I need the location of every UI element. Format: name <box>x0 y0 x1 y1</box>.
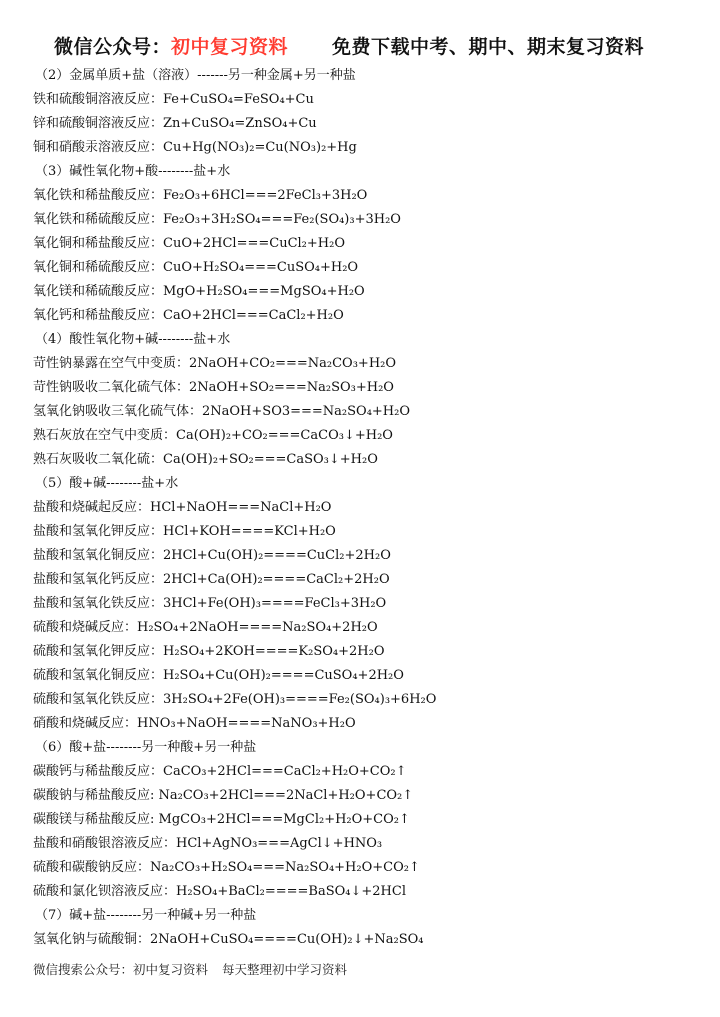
equation-line: 盐酸和氢氧化钙反应：2HCl+Ca(OH)₂====CaCl₂+2H₂O <box>33 572 390 587</box>
equation-line: 铜和硝酸汞溶液反应：Cu+Hg(NO₃)₂=Cu(NO₃)₂+Hg <box>33 140 357 155</box>
equation-line: 碳酸钠与稀盐酸反应: Na₂CO₃+2HCl===2NaCl+H₂O+CO₂↑ <box>33 788 414 803</box>
equation-line: 盐酸和氢氧化钾反应：HCl+KOH====KCl+H₂O <box>33 524 336 539</box>
equation-line: 氧化镁和稀硫酸反应：MgO+H₂SO₄===MgSO₄+H₂O <box>33 284 365 299</box>
equation-line: 盐酸和氢氧化铜反应：2HCl+Cu(OH)₂====CuCl₂+2H₂O <box>33 548 391 563</box>
section-heading: （6）酸+盐--------另一种酸+另一种盐 <box>35 740 257 755</box>
section-heading: （3）碱性氧化物+酸--------盐+水 <box>35 164 231 179</box>
banner-slogan: 免费下载中考、期中、期末复习资料 <box>332 36 645 58</box>
page-footer <box>33 960 347 978</box>
equation-line: 盐酸和烧碱起反应：HCl+NaOH===NaCl+H₂O <box>33 500 332 515</box>
equation-line: 氧化铜和稀硫酸反应：CuO+H₂SO₄===CuSO₄+H₂O <box>33 260 359 275</box>
equation-line: 氢氧化钠吸收三氧化硫气体：2NaOH+SO3===Na₂SO₄+H₂O <box>33 404 411 419</box>
equation-line: 铁和硫酸铜溶液反应：Fe+CuSO₄=FeSO₄+Cu <box>33 92 314 107</box>
section-heading: （5）酸+碱--------盐+水 <box>35 476 179 491</box>
equation-line: 锌和硫酸铜溶液反应：Zn+CuSO₄=ZnSO₄+Cu <box>33 116 317 131</box>
section-heading: （4）酸性氧化物+碱--------盐+水 <box>35 332 231 347</box>
banner-prefix: 微信公众号： <box>54 36 172 58</box>
footer-right-text: 每天整理初中学习资料 <box>222 962 348 977</box>
equation-line: 硫酸和氢氧化铜反应：H₂SO₄+Cu(OH)₂====CuSO₄+2H₂O <box>33 668 404 683</box>
equation-line: 熟石灰放在空气中变质：Ca(OH)₂+CO₂===CaCO₃↓+H₂O <box>33 428 393 443</box>
equation-line: 硫酸和氢氧化钾反应：H₂SO₄+2KOH====K₂SO₄+2H₂O <box>33 644 385 659</box>
section-heading: （2）金属单质+盐（溶液）-------另一种金属+另一种盐 <box>35 68 356 83</box>
equation-line: 硫酸和碳酸钠反应：Na₂CO₃+H₂SO₄===Na₂SO₄+H₂O+CO₂↑ <box>33 860 420 875</box>
banner-account-name: 初中复习资料 <box>171 36 289 58</box>
equation-line: 硫酸和氢氧化铁反应：3H₂SO₄+2Fe(OH)₃====Fe₂(SO₄)₃+6H₂O <box>33 692 437 707</box>
equation-line: 盐酸和氢氧化铁反应：3HCl+Fe(OH)₃====FeCl₃+3H₂O <box>33 596 387 611</box>
header-banner <box>54 32 674 62</box>
equation-line: 氧化铁和稀盐酸反应：Fe₂O₃+6HCl===2FeCl₃+3H₂O <box>33 188 368 203</box>
equation-line: 碳酸镁与稀盐酸反应: MgCO₃+2HCl===MgCl₂+H₂O+CO₂↑ <box>33 812 410 827</box>
equation-line: 硫酸和烧碱反应：H₂SO₄+2NaOH====Na₂SO₄+2H₂O <box>33 620 378 635</box>
equation-line: 氧化钙和稀盐酸反应：CaO+2HCl===CaCl₂+H₂O <box>33 308 344 323</box>
equation-line: 氧化铁和稀硫酸反应：Fe₂O₃+3H₂SO₄===Fe₂(SO₄)₃+3H₂O <box>33 212 401 227</box>
equation-line: 盐酸和硝酸银溶液反应：HCl+AgNO₃===AgCl↓+HNO₃ <box>33 836 383 851</box>
equation-line: 氢氧化钠与硫酸铜：2NaOH+CuSO₄====Cu(OH)₂↓+Na₂SO₄ <box>33 932 424 947</box>
equation-line: 苛性钠吸收二氧化硫气体：2NaOH+SO₂===Na₂SO₃+H₂O <box>33 380 394 395</box>
footer-left-text: 微信搜索公众号：初中复习资料 <box>33 962 209 977</box>
section-heading: （7）碱+盐--------另一种碱+另一种盐 <box>35 908 257 923</box>
equation-line: 苛性钠暴露在空气中变质：2NaOH+CO₂===Na₂CO₃+H₂O <box>33 356 397 371</box>
equation-line: 碳酸钙与稀盐酸反应：CaCO₃+2HCl===CaCl₂+H₂O+CO₂↑ <box>33 764 407 779</box>
equation-line: 熟石灰吸收二氧化硫：Ca(OH)₂+SO₂===CaSO₃↓+H₂O <box>33 452 378 467</box>
equation-line: 硫酸和氯化钡溶液反应：H₂SO₄+BaCl₂====BaSO₄↓+2HCl <box>33 884 406 899</box>
equation-line: 氧化铜和稀盐酸反应：CuO+2HCl===CuCl₂+H₂O <box>33 236 345 251</box>
equation-line: 硝酸和烧碱反应：HNO₃+NaOH====NaNO₃+H₂O <box>33 716 356 731</box>
equation-list <box>33 64 703 952</box>
